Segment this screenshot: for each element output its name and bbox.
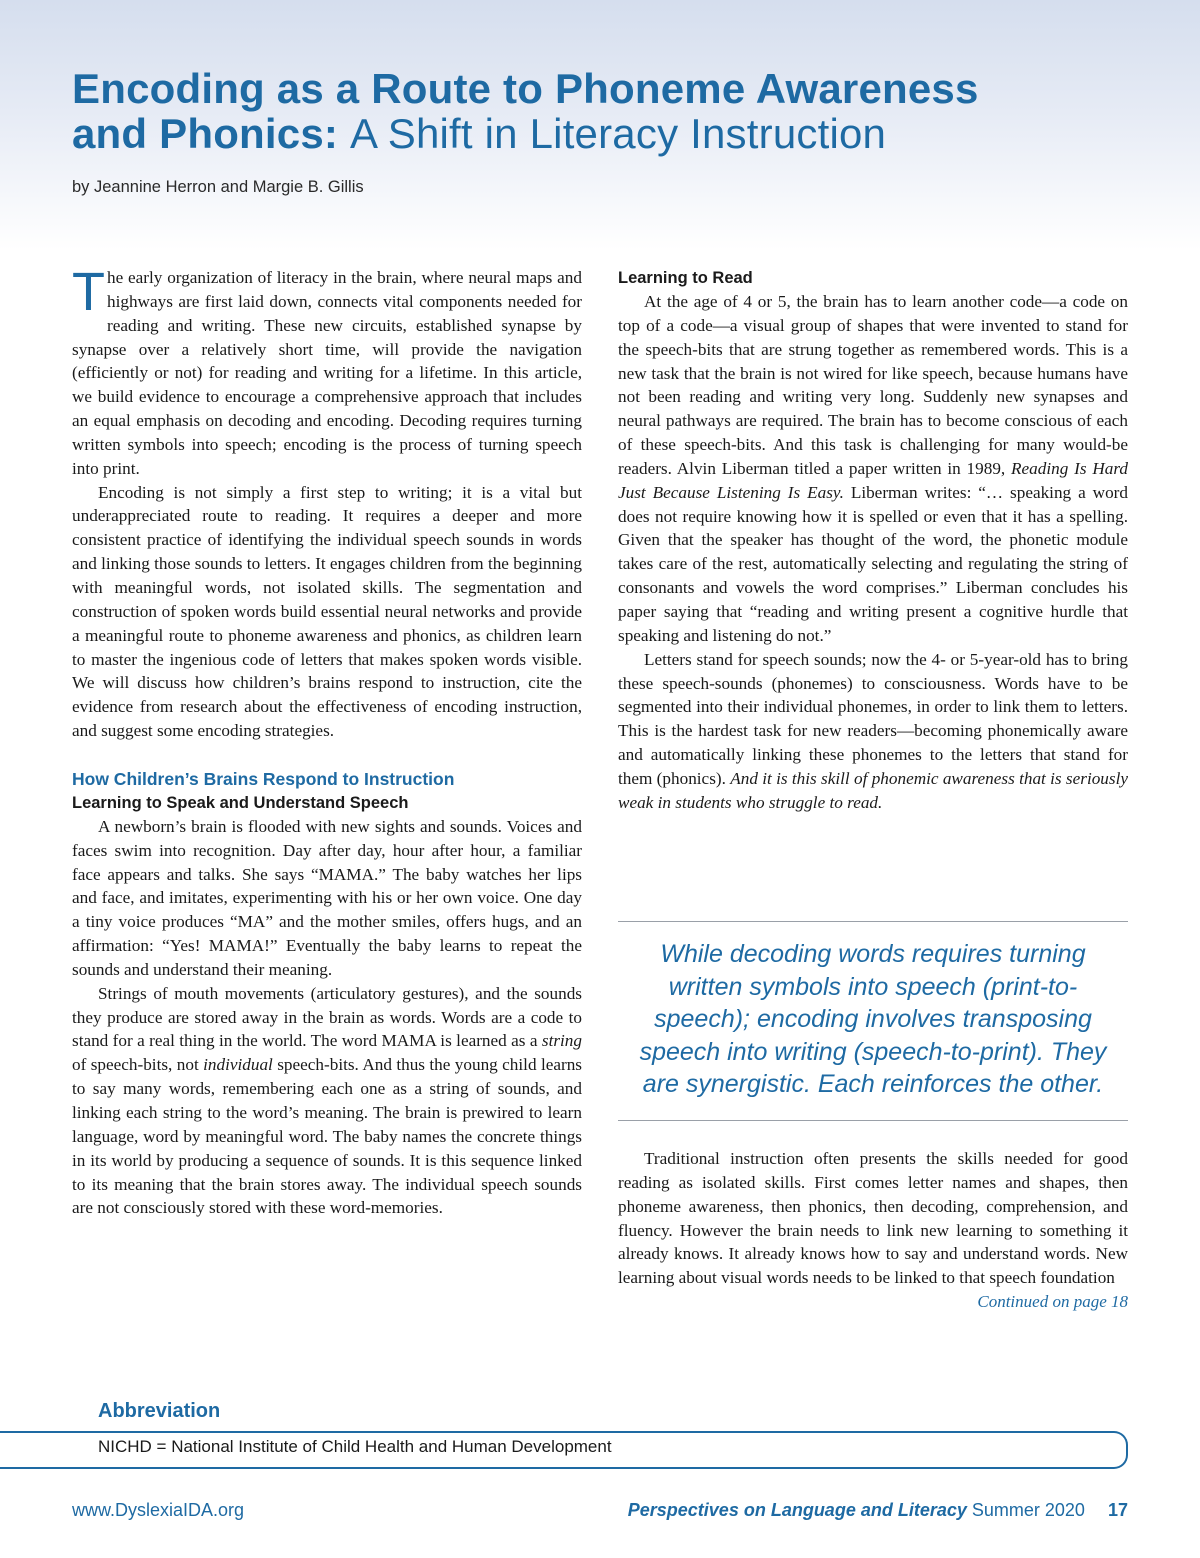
continued-link[interactable]: Continued on page 18 <box>977 1292 1128 1312</box>
publication-name: Perspectives on Language and Literacy <box>627 1500 967 1520</box>
title-line2: and Phonics: <box>72 110 339 157</box>
issue-date: Summer 2020 <box>971 1500 1085 1520</box>
footer-url[interactable]: www.DyslexiaIDA.org <box>72 1500 245 1520</box>
text-run: At the age of 4 or 5, the brain has to learn another code—a code on top of a code—a visual group of shapes that were invented to stand for the speech-bits that are strung together as remembered words. This is a new task that the brain is not wired for like speech, because humans have not been reading and writing very long. Suddenly new synapses and neural pathways are required. The brain has to become conscious of each of these speech-bits. And this task is challenging for many would-be readers. Alvin Liberman titled a paper written in 1989, <box>618 292 1128 478</box>
text-run: Strings of mouth movements (articulatory gestures), and the sounds they produce are stored away in the brain as words. Words are a code to stand for a real thing in the world. The word MAMA is learned as a <box>72 983 582 1051</box>
emphasis-individual: individual <box>203 1055 273 1075</box>
text-run: Liberman writes: “… speaking a word does not require knowing how it is spelled or even that it has a spelling. Given that the speaker has thought of the word, the phonetic module takes care of the rest, automatically selecting and regulating the string of consonants and vowels the word comprises.” Liberman concludes his paper saying that “reading and writing present a cognitive hurdle that speaking and listening do not.” <box>618 482 1128 645</box>
paragraph-code <box>618 290 1128 648</box>
paragraph-newborn: A newborn’s brain is flooded with new sights and sounds. Voices and faces swim into recognition. Day after day, hour after hour, a familiar face appears and talks. She says “MAMA.” The baby watches her lips and face, and imitates, experimenting with his or her own voice. One day a tiny voice produces “MA” and the mother smiles, offers hugs, and an affirmation: “Yes! MAMA!” Eventually the baby learns to repeat the sounds and understand their meaning. <box>72 816 582 979</box>
section-heading: How Children’s Brains Respond to Instruction <box>72 768 455 789</box>
pull-quote-text: While decoding words requires turning written symbols into speech (print-to-speech); encoding involves transposing speech into writing (speech-to-print). They are synergistic. Each reinforces the other. <box>639 940 1107 1098</box>
abbreviation-heading: Abbreviation <box>98 1400 221 1422</box>
emphasis-phonemic: And it is this skill of phonemic awareness that is seriously weak in students who struggle to read. <box>618 768 1128 812</box>
page-number: 17 <box>1107 1500 1128 1520</box>
paragraph-traditional: Traditional instruction often presents the skills needed for good reading as isolated skills. First comes letter names and shapes, then phoneme awareness, then phonics, then decoding, comprehension, and fluency. However the brain needs to link new learning to something it already knows. It already knows how to say and understand words. New learning about visual words needs to be linked to that speech foundation <box>618 1149 1128 1288</box>
paragraph-encoding: Encoding is not simply a first step to writing; it is a vital but underappreciated route to reading. It requires a deeper and more consistent practice of identifying the individual speech sounds in words and linking those sounds to letters. It engages children from the beginning with meaningful words, not isolated skills. The segmentation and construction of spoken words build essential neural networks and provide a meaningful route to phoneme awareness and phonics, as children learn to master the ingenious code of letters that makes spoken words visible. We will discuss how children’s brains respond to instruction, cite the evidence from research about the effectiveness of encoding instruction, and suggest some encoding strategies. <box>72 482 582 741</box>
article-title <box>72 66 979 156</box>
footer-publication-info <box>628 1500 1128 1521</box>
paper-title: Reading Is Hard Just Because Listening Is Easy. <box>618 458 1129 502</box>
abbreviation-text: NICHD = National Institute of Child Health and Human Development <box>98 1437 612 1456</box>
right-column <box>618 266 1128 815</box>
right-column-lower <box>618 1147 1128 1314</box>
title-line1: Encoding as a Route to Phoneme Awareness <box>72 65 979 112</box>
subheading-speak: Learning to Speak and Understand Speech <box>72 793 409 812</box>
text-run: of speech-bits, not <box>72 1055 204 1075</box>
emphasis-string: string <box>541 1031 582 1051</box>
text-run: speech-bits. And thus the young child learns to say many words, remembering each one as a string of sounds, and linking each string to the word’s meaning. The brain is prewired to learn language, word by meaningful word. The baby names the concrete things in its world by producing a sequence of sounds. It is this sequence linked to its meaning that the brain stores away. The individual speech sounds are not consciously stored with these word-memories. <box>72 1055 582 1218</box>
text-run: Letters stand for speech sounds; now the 4- or 5-year-old has to bring these speech-sounds (phonemes) to consciousness. Words have to be segmented into their individual phonemes, in order to link them to letters. This is the hardest task for new readers—becoming phonemically aware and automatically linking these phonemes to the letters that stand for them (phonics). <box>618 649 1128 788</box>
byline: by Jeannine Herron and Margie B. Gillis <box>72 178 364 196</box>
subheading-read: Learning to Read <box>618 269 753 287</box>
left-column <box>72 262 582 1220</box>
paragraph-strings <box>72 982 582 1220</box>
intro-paragraph <box>72 262 582 481</box>
intro-text: he early organization of literacy in the brain, where neural maps and highways are first laid down, connects vital components needed for reading and writing. These new circuits, established synapse by synapse over a relatively short time, will provide the navigation (efficiently or not) for reading and writing for a lifetime. In this article, we build evidence to encourage a comprehensive approach that includes an equal emphasis on decoding and encoding. Decoding requires turning written symbols into speech; encoding is the process of turning speech into print. <box>72 268 582 478</box>
title-subtitle: A Shift in Literacy Instruction <box>349 110 887 157</box>
paragraph-letters <box>618 648 1128 815</box>
pull-quote <box>618 921 1128 1121</box>
drop-cap: T <box>72 262 105 322</box>
